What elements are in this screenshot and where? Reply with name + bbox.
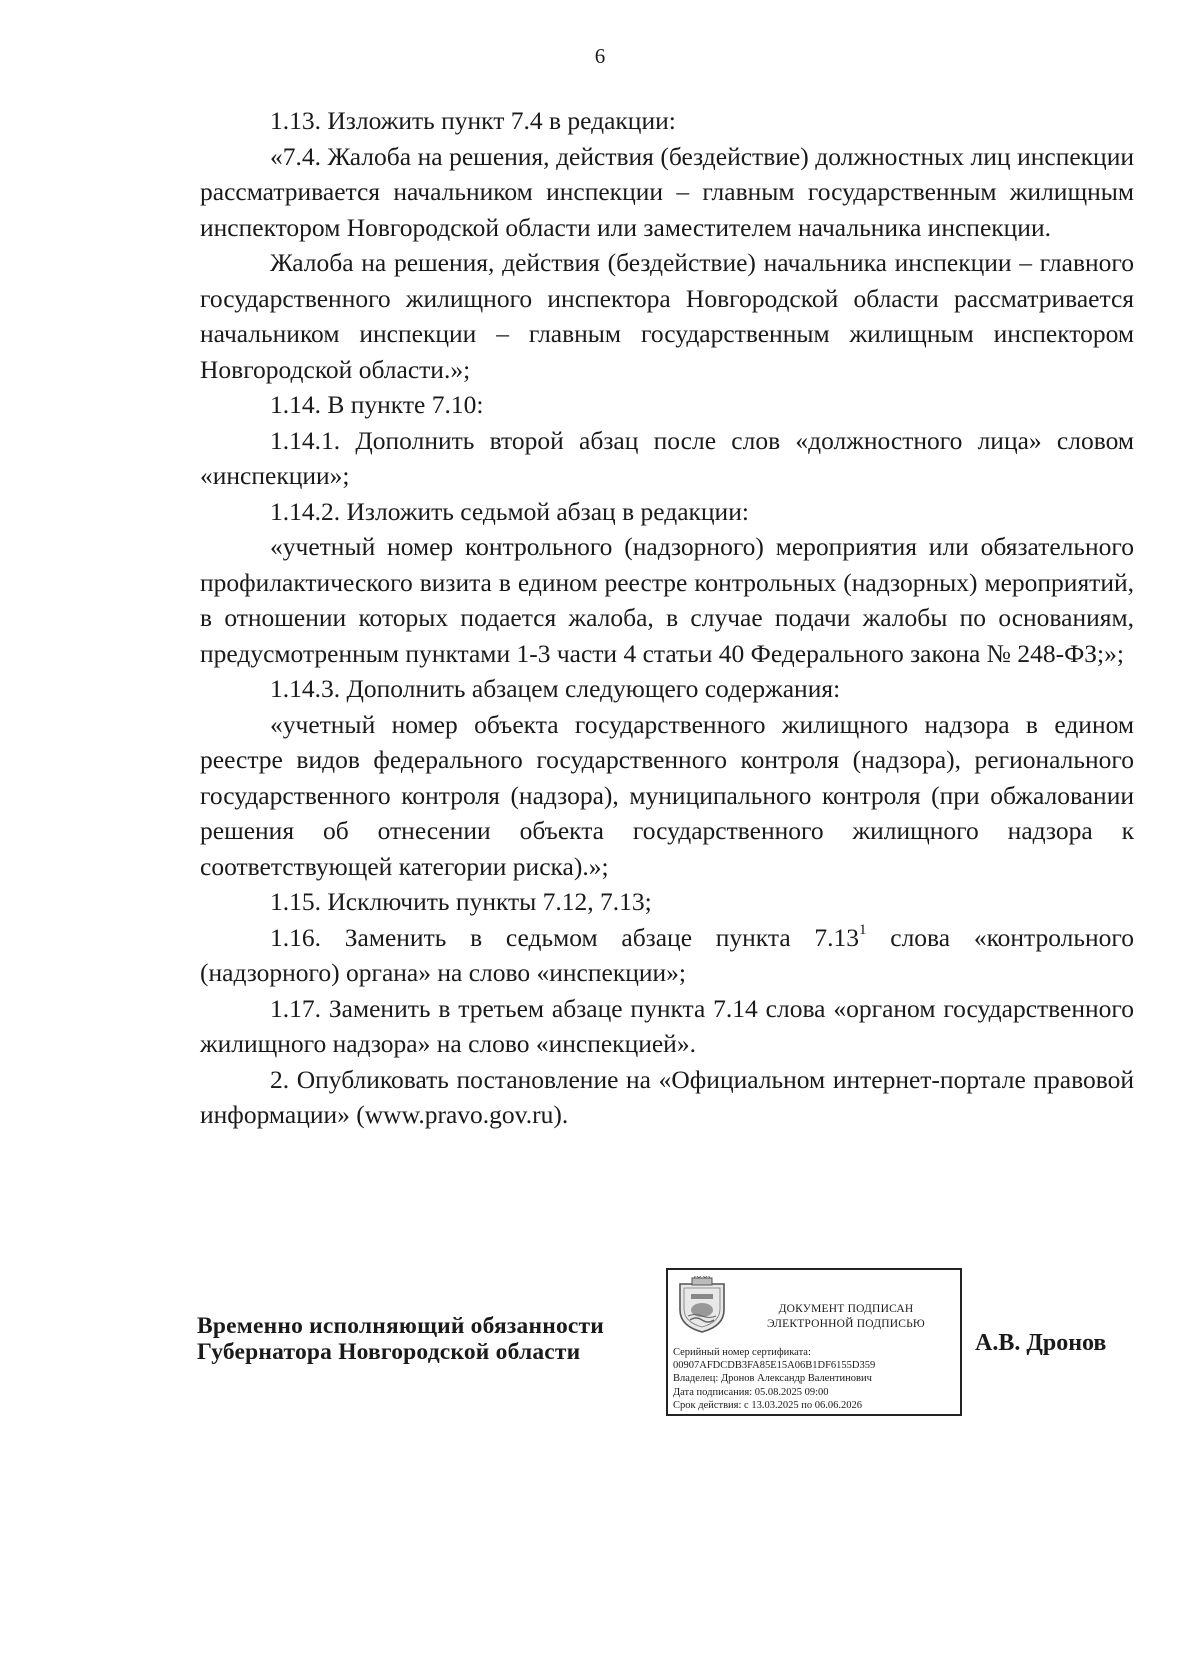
certificate-owner: Владелец: Дронов Александр Валентинович [673,1373,872,1385]
paragraph-1-16 [200,920,1134,991]
paragraph: 2. Опубликовать постановление на «Официальном интернет-портале правовой информации» (www.pravo.gov.ru). [200,1064,1134,1129]
paragraph: 1.14.3. Дополнить абзацем следующего содержания: [270,674,841,703]
signer-position-line: Губернатора Новгородской области [197,1339,581,1365]
paragraph-text: 1.16. Заменить в седьмом абзаце пункта 7.13 [270,922,860,952]
signer-position-line: Временно исполняющий обязанности [197,1313,605,1339]
paragraph: 1.17. Заменить в третьем абзаце пункта 7.14 слова «органом государственного жилищного надзора» на слово «инспекцией». [200,993,1134,1058]
paragraph: 1.15. Исключить пункты 7.12, 7.13; [270,887,652,916]
certificate-validity: Срок действия: с 13.03.2025 по 06.06.2026 [673,1399,862,1411]
superscript: 1 [859,922,867,938]
certificate-number: 00907AFDCDB3FA85E15A06B1DF6155D359 [673,1360,876,1372]
paragraph: «учетный номер контрольного (надзорного) мероприятия или обязательного профилактического визита в едином реестре контрольных (надзорных) мероприятий, в отношении которых подается жалоба, в случае подачи жалобы по основаниям, предусмотренным пунктами 1-3 части 4 статьи 40 Федерального закона № 248-ФЗ;»; [200,532,1134,668]
paragraph: 1.14.2. Изложить седьмой абзац в редакции: [270,496,749,526]
page-number: 6 [594,44,606,68]
certificate-label: Серийный номер сертификата: [673,1347,811,1358]
stamp-details [673,1346,959,1412]
paragraph: 1.13. Изложить пункт 7.4 в редакции: [270,106,676,135]
paragraph: 1.14. В пункте 7.10: [270,390,484,419]
paragraph: Жалоба на решения, действия (бездействие) начальника инспекции – главного государственного жилищного инспектора Новгородской области рассматривается начальником инспекции – главным государственным жилищным инспектором Новгородской области.»; [200,248,1134,384]
paragraph: «7.4. Жалоба на решения, действия (бездействие) должностных лиц инспекции рассматривается начальником инспекции – главным государственным жилищным инспектором Новгородской области или заместителем начальника инспекции. [200,141,1134,242]
paragraph: «учетный номер объекта государственного жилищного надзора в едином реестре видов федерального государственного контроля (надзора), регионального государственного контроля (надзора), муниципального контроля (при обжаловании решения об отнесении объекта государственного жилищного надзора к соответствующей категории риска).»; [200,709,1134,881]
document-body [200,103,1134,1133]
paragraph-text: слова «контрольного (надзорного) органа» на слово «инспекции»; [200,922,1134,987]
signing-date: Дата подписания: 05.08.2025 09:00 [673,1386,829,1398]
electronic-signature-stamp [666,1268,962,1416]
stamp-heading-line: ЭЛЕКТРОННОЙ ПОДПИСЬЮ [767,1318,925,1330]
signer-position [197,1313,604,1365]
paragraph: 1.14.1. Дополнить второй абзац после слов «должностного лица» словом «инспекции»; [200,425,1134,490]
signer-name: А.В. Дронов [975,1330,1107,1356]
coat-of-arms-icon [674,1276,730,1334]
stamp-heading [738,1302,954,1332]
stamp-heading-line: ДОКУМЕНТ ПОДПИСАН [778,1303,914,1315]
